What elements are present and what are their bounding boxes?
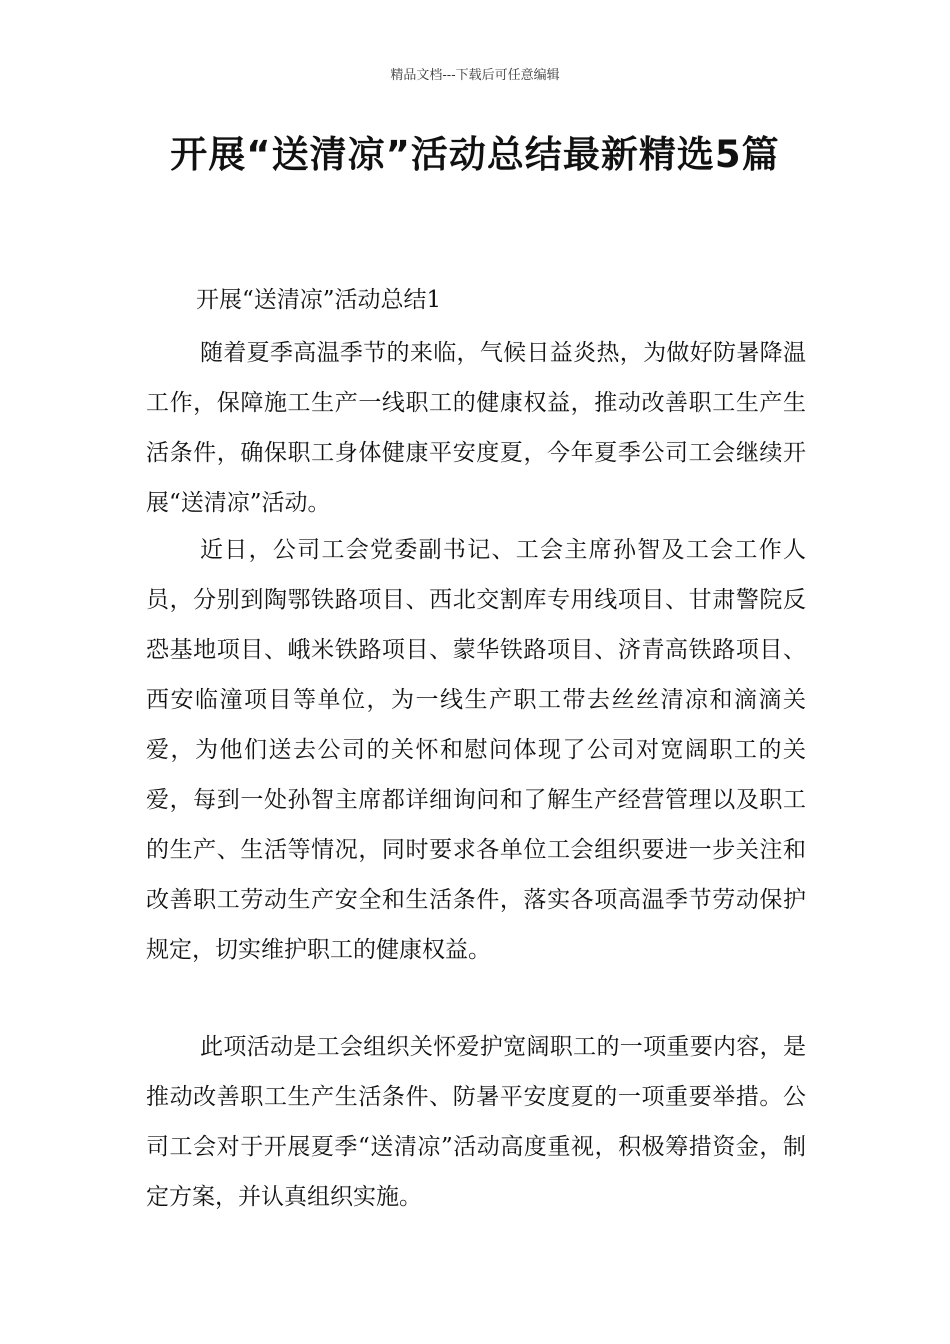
section-heading: 开展“送清凉”活动总结1 [196, 287, 442, 313]
document-title: 开展“送清凉”活动总结最新精选5篇 [170, 133, 780, 176]
body-paragraph-3: 此项活动是工会组织关怀爱护宽阔职工的一项重要内容，是推动改善职工生产生活条件、防暑平安度夏的一项重要举措。公司工会对于开展夏季“送清凉”活动高度重视，积极筹措资金，制定方案，并认真组织实施。 [146, 1034, 806, 1210]
header-note: 精品文档---下载后可任意编辑 [390, 68, 560, 83]
body-paragraph-2: 近日，公司工会党委副书记、工会主席孙智及工会工作人员，分别到陶鄂铁路项目、西北交割库专用线项目、甘肃警院反恐基地项目、峨米铁路项目、蒙华铁路项目、济青高铁路项目、西安临潼项目等单位，为一线生产职工带去丝丝清凉和滴滴关爱，为他们送去公司的关怀和慰问体现了公司对宽阔职工的关爱，每到一处孙智主席都详细询问和了解生产经营管理以及职工的生产、生活等情况，同时要求各单位工会组织要进一步关注和改善职工劳动生产安全和生活条件，落实各项高温季节劳动保护规定，切实维护职工的健康权益。 [146, 537, 806, 963]
body-paragraph-1: 随着夏季高温季节的来临，气候日益炎热，为做好防暑降温工作，保障施工生产一线职工的健康权益，推动改善职工生产生活条件，确保职工身体健康平安度夏，今年夏季公司工会继续开展“送清凉”活动。 [146, 340, 806, 516]
